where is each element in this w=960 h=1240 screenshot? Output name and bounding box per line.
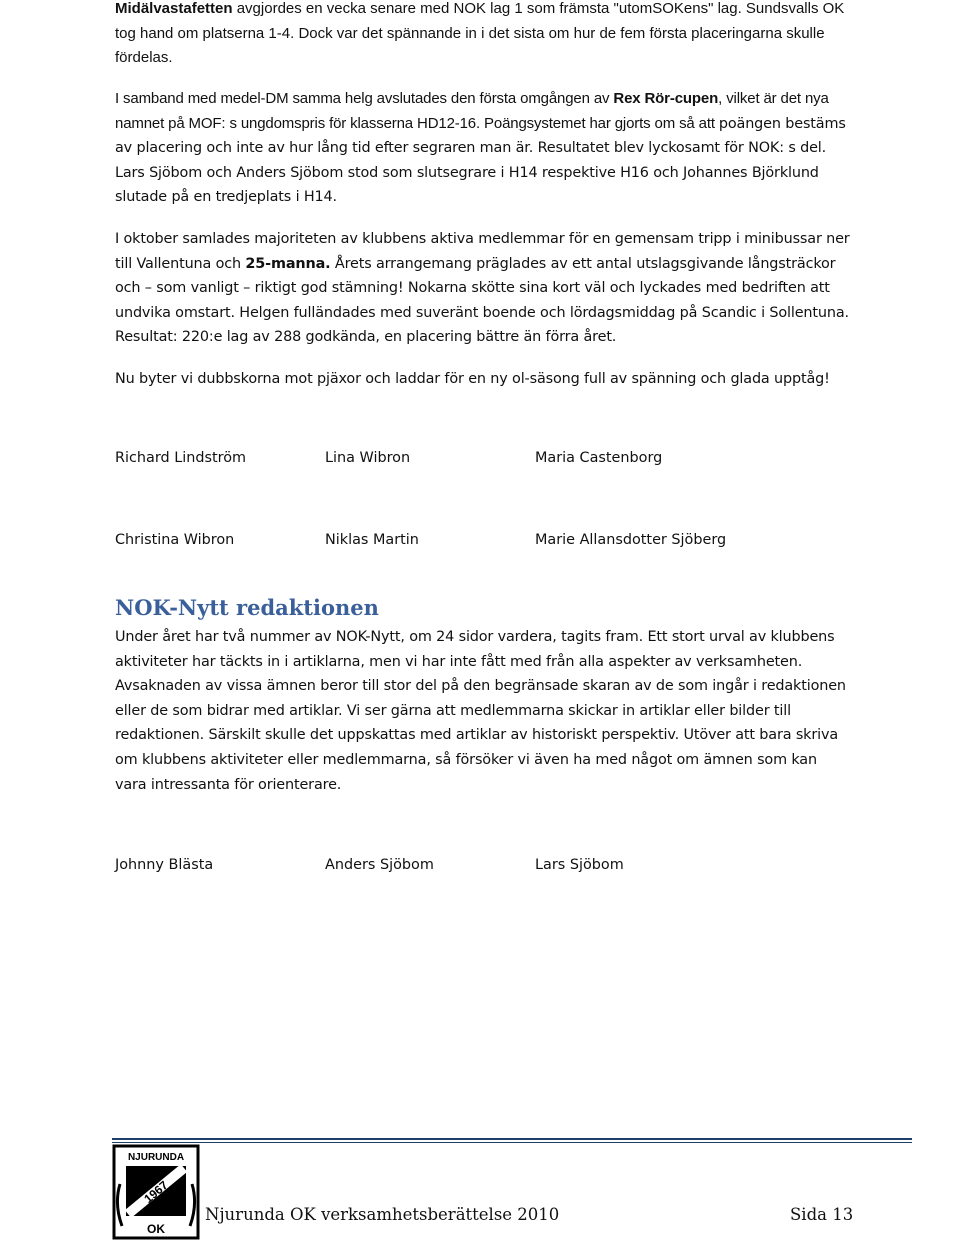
signature-row-2 [115,532,850,556]
section-heading: NOK-Nytt redaktionen [115,595,379,620]
signature-name: Maria Castenborg [535,450,663,466]
signature-name: Marie Allansdotter Sjöberg [535,532,727,548]
club-logo-icon [112,1144,200,1240]
paragraph-midalvastafetten: Midälvastafetten avgjordes en vecka senare med NOK lag 1 som främsta "utomSOKens" lag. Sundsvalls OK tog hand om platserna 1-4. Dock var det spännande in i det sista om hur de fem första placeringarna skulle fördelas. [115,0,845,66]
signature-row-1 [115,450,850,474]
signature-name: Richard Lindström [115,450,247,466]
signature-name: Lina Wibron [325,450,411,466]
paragraph-25-manna: I oktober samlades majoriteten av klubbens aktiva medlemmar för en gemensam tripp i minibussar ner till Vallentuna och 25-manna. Årets arrangemang präglades av ett antal utslagsgivande långsträckor och – som vanligt – riktigt god stämning! Nokarna skötte sina kort väl och lyckades med bedriften att undvika omstart. Helgen fulländades med suveränt boende och lördagsmiddag på Scandic i Sollentuna. Resultat: 220:e lag av 288 godkända, en placering bättre än förra året. [115,231,850,346]
signature-name: Christina Wibron [115,532,235,548]
signature-name: Lars Sjöbom [535,857,624,873]
page-number: Sida 13 [790,1205,854,1224]
paragraph-rex-ror-cupen: I samband med medel-DM samma helg avslutades den första omgången av Rex Rör-cupen, vilket är det nya namnet på MOF: s ungdomspris för klasserna HD12-16. Poängsystemet har gjorts om så att poängen bestäms av placering och inte av hur lång tid efter segraren man är. Resultatet blev lyckosamt för NOK: s del. Lars Sjöbom och Anders Sjöbom stod som slutsegrare i H14 respektive H16 och Johannes Björklund slutade på en tredjeplats i H14. [115,90,846,206]
svg-text:OK: OK [147,1222,165,1236]
footer-rule [112,1138,912,1144]
signature-name: Anders Sjöbom [325,857,434,873]
section-body: Under året har två nummer av NOK-Nytt, om 24 sidor vardera, tagits fram. Ett stort urval av klubbens aktiviteter har täckts in i artiklarna, men vi har inte fått med från alla aspekter av verksamheten. Avsaknaden av vissa ämnen beror till stor del på den begränsade skaran av de som ingår i redaktionen eller de som bidrar med artiklar. Vi ser gärna att medlemmarna skickar in artiklar eller bilder till redaktionen. Särskilt skulle det uppskattas med artiklar av historiskt perspektiv. Utöver att bara skriva om klubbens aktiviteter eller medlemmarna, så försöker vi även ha med något om ämnen som kan vara intressanta för orienterare. [115,629,846,793]
svg-text:1967: 1967 [141,1178,171,1206]
footer-title: Njurunda OK verksamhetsberättelse 2010 [205,1205,560,1224]
paragraph-closing: Nu byter vi dubbskorna mot pjäxor och laddar för en ny ol-säsong full av spänning och glada upptåg! [115,371,830,387]
svg-text:NJURUNDA: NJURUNDA [127,1152,185,1163]
signature-row-3 [115,857,850,881]
signature-name: Johnny Blästa [115,857,214,873]
signature-name: Niklas Martin [325,532,419,548]
